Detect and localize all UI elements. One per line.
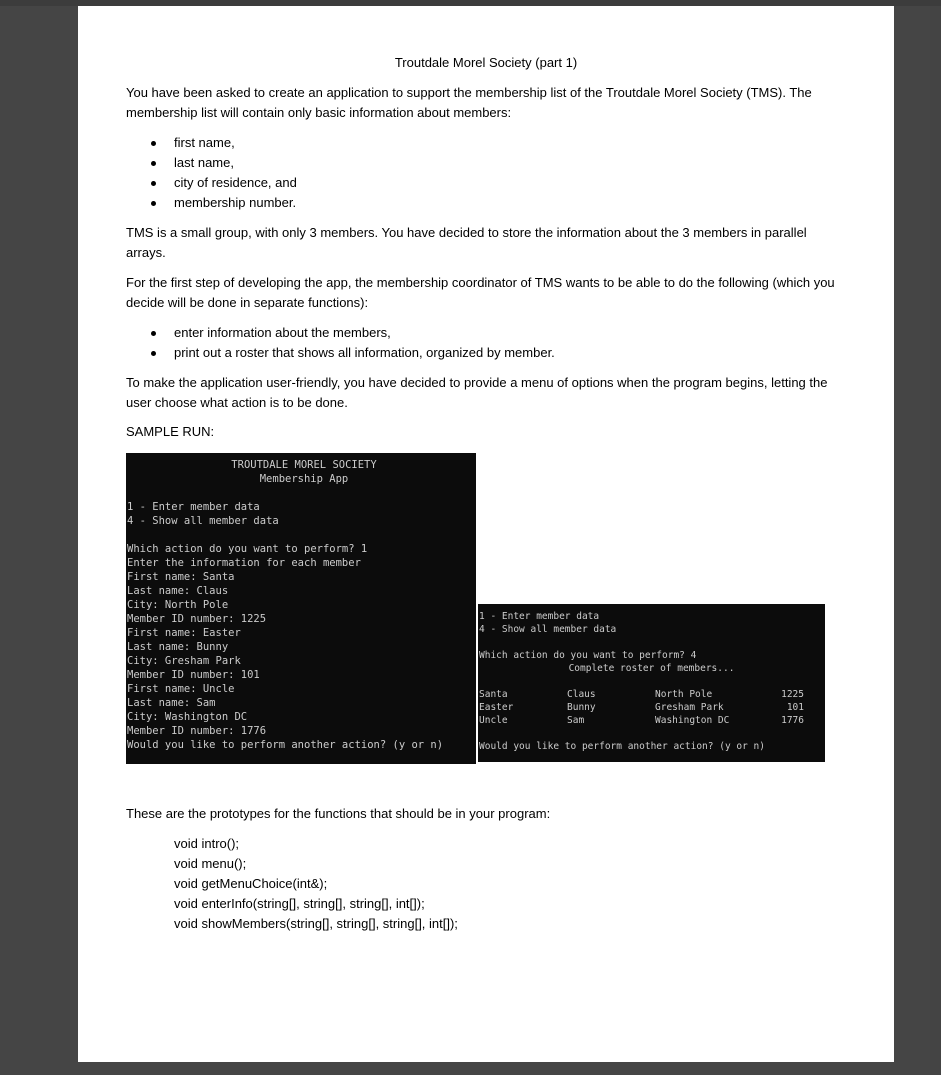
document-page xyxy=(78,6,894,1062)
roster-city: Washington DC xyxy=(655,715,730,726)
roster-id: 1776 xyxy=(781,715,804,726)
roster-id: 1225 xyxy=(781,689,804,700)
prototypes-intro: These are the prototypes for the functions that should be in your program: xyxy=(126,806,551,821)
console-header-subtitle: Membership App xyxy=(259,473,349,485)
viewer-scrollbar[interactable] xyxy=(930,6,941,1075)
prototypes-list xyxy=(174,834,458,934)
roster-id: 101 xyxy=(786,702,804,713)
console-line: Last name: Bunny xyxy=(127,641,229,653)
prototype-line: void showMembers(string[], string[], string[], int[]); xyxy=(174,916,458,931)
console-line: Member ID number: 101 xyxy=(127,669,260,681)
roster-last: Claus xyxy=(567,689,596,700)
roster-last: Sam xyxy=(567,715,585,726)
console-line: Would you like to perform another action? (y or n) xyxy=(479,741,765,752)
console-line: Last name: Claus xyxy=(127,585,229,597)
console-entry-screenshot xyxy=(126,453,476,764)
roster-first: Uncle xyxy=(479,715,508,726)
list-item: print out a roster that shows all information, organized by member. xyxy=(148,343,555,363)
member-fields-list xyxy=(148,133,297,213)
list-item: city of residence, and xyxy=(148,173,297,193)
page-title: Troutdale Morel Society (part 1) xyxy=(394,55,578,70)
console-line: Enter the information for each member xyxy=(127,557,361,569)
console-line: First name: Easter xyxy=(127,627,241,639)
roster-heading: Complete roster of members... xyxy=(568,663,735,674)
console-roster-screenshot xyxy=(478,604,825,762)
menu-paragraph: To make the application user-friendly, you have decided to provide a menu of options when the program begins, letting the user choose what action is to be done. xyxy=(126,375,828,410)
first-step-paragraph: For the first step of developing the app, the membership coordinator of TMS wants to be able to do the following (which you decide will be done in separate functions): xyxy=(126,275,835,310)
prototype-line: void getMenuChoice(int&); xyxy=(174,876,328,891)
list-item: membership number. xyxy=(148,193,297,213)
list-item: enter information about the members, xyxy=(148,323,555,343)
roster-city: Gresham Park xyxy=(655,702,724,713)
console-line: 1 - Enter member data xyxy=(479,611,600,622)
console-line: 1 - Enter member data xyxy=(127,501,260,513)
tasks-list xyxy=(148,323,555,363)
sample-run-label: SAMPLE RUN: xyxy=(126,424,215,439)
console-line: Which action do you want to perform? 1 xyxy=(127,543,368,555)
roster-city: North Pole xyxy=(655,689,713,700)
prototype-line: void menu(); xyxy=(174,856,247,871)
console-line: Member ID number: 1776 xyxy=(127,725,267,737)
console-line: City: North Pole xyxy=(127,599,229,611)
list-item: first name, xyxy=(148,133,297,153)
storage-paragraph: TMS is a small group, with only 3 members. You have decided to store the information about the 3 members in parallel arrays. xyxy=(126,225,807,260)
console-line: First name: Uncle xyxy=(127,683,235,695)
console-line: 4 - Show all member data xyxy=(479,624,617,635)
prototype-line: void enterInfo(string[], string[], string[], int[]); xyxy=(174,896,425,911)
list-item: last name, xyxy=(148,153,297,173)
console-line: Which action do you want to perform? 4 xyxy=(479,650,697,661)
console-line: City: Washington DC xyxy=(127,711,248,723)
console-line: Member ID number: 1225 xyxy=(127,613,267,625)
roster-first: Santa xyxy=(479,689,508,700)
prototype-line: void intro(); xyxy=(174,836,240,851)
intro-paragraph: You have been asked to create an application to support the membership list of the Troutdale Morel Society (TMS). The membership list will contain only basic information about members: xyxy=(126,85,812,120)
console-line: Last name: Sam xyxy=(127,697,216,709)
console-line: Would you like to perform another action? (y or n) xyxy=(127,739,444,751)
roster-last: Bunny xyxy=(567,702,596,713)
console-line: 4 - Show all member data xyxy=(127,515,279,527)
console-line: City: Gresham Park xyxy=(127,655,241,667)
roster-first: Easter xyxy=(479,702,514,713)
console-header-title: TROUTDALE MOREL SOCIETY xyxy=(231,459,377,471)
console-line: First name: Santa xyxy=(127,571,235,583)
